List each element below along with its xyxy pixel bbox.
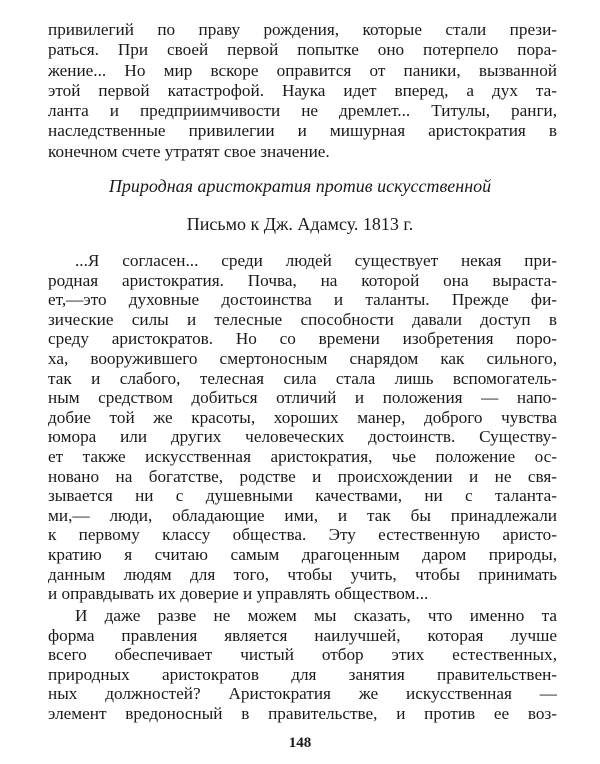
section-subheading: Письмо к Дж. Адамсу. 1813 г.: [186, 214, 414, 234]
text-line: ет также искусственная аристократия, чье положение ос-: [48, 446, 557, 466]
text-line: зывается ни с душевными качествами, ни с таланта-: [48, 486, 557, 506]
text-line: ных должностей? Аристократия же искусственная —: [48, 684, 557, 704]
text-line: раться. При своей первой попытке оно потерпело пора-: [48, 40, 557, 60]
page-number: 148: [288, 735, 312, 751]
text-line: жение... Но мир вскоре оправится от паники, вызванной: [48, 60, 557, 80]
text-line: юмора или других человеческих достоинств. Существу-: [48, 427, 557, 447]
text-line: новано на богатстве, родстве и происхождении и не свя-: [48, 466, 557, 486]
text-line: среду аристократов. Но со времени изобретения поро-: [48, 329, 557, 349]
text-line: природных аристократов для занятия правительствен-: [48, 664, 557, 684]
text-line: родная аристократия. Почва, на которой она выраста-: [48, 270, 557, 290]
section-heading: Природная аристократия против искусственной: [108, 176, 492, 196]
text-line: кратию я считаю самым драгоценным даром природы,: [48, 544, 557, 564]
text-line: наследственные привилегии и мишурная аристократия в: [48, 121, 557, 141]
text-line: всего обеспечивает чистый отбор этих естественных,: [48, 645, 557, 665]
text-line: к первому классу общества. Эту естественную аристо-: [48, 525, 557, 545]
paragraph-continued: [48, 20, 557, 162]
text-line: И даже разве не можем мы сказать, что именно та: [75, 606, 557, 625]
text-line: так и слабого, телесная сила стала лишь вспомогатель-: [48, 368, 557, 388]
text-line: привилегий по праву рождения, которые стали прези-: [48, 20, 557, 39]
text-line: ми,— люди, обладающие ими, и так бы принадлежали: [48, 505, 557, 525]
text-line: и оправдывать их доверие и управлять обществом...: [48, 584, 429, 604]
text-line: ным средством добиться отличий и положения — напо-: [48, 388, 557, 408]
text-line: зические силы и телесные способности давали доступ в: [48, 309, 557, 329]
text-line: ...Я согласен... среди людей существует некая при-: [75, 251, 557, 270]
text-line: ха, вооружившего смертоносным снарядом как сильного,: [48, 348, 557, 368]
paragraph-letter-body: [48, 251, 557, 604]
paragraph-government: [48, 606, 557, 724]
text-line: ланта и предприимчивости не дремлет... Титулы, ранги,: [48, 101, 557, 121]
text-line: данным людям для того, чтобы учить, чтобы принимать: [48, 564, 557, 584]
text-line: элемент вредоносный в правительстве, и против ее воз-: [48, 703, 557, 723]
text-line: конечном счете утратят свое значение.: [48, 141, 330, 161]
text-line: форма правления является наилучшей, которая лучше: [48, 625, 557, 645]
text-line: добие той же красоты, хороших манер, доброго чувства: [48, 407, 557, 427]
text-line: этой первой катастрофой. Наука идет вперед, а дух та-: [48, 80, 557, 100]
text-line: ет,—это духовные достоинства и таланты. Прежде фи-: [48, 290, 557, 310]
